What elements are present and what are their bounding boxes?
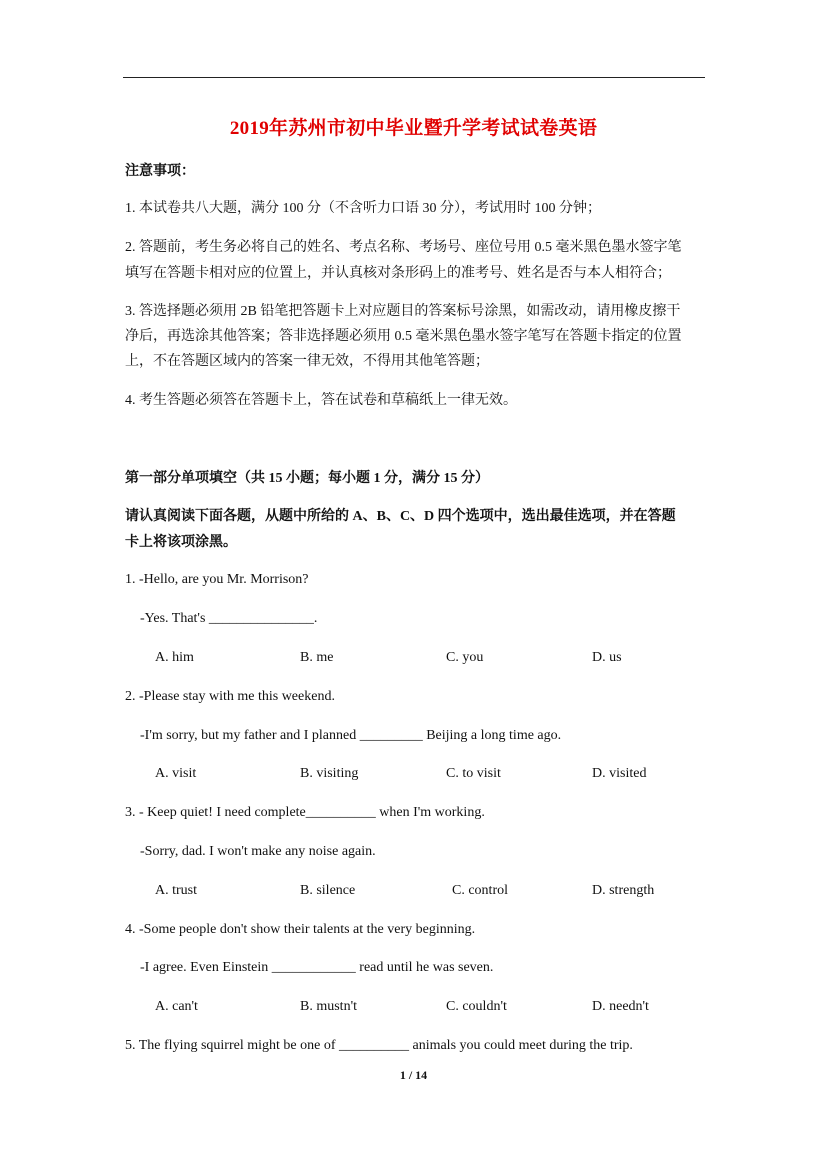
note-1-line-1: 1. 本试卷共八大题，满分 100 分（不含听力口语 30 分），考试用时 100 分钟；	[125, 201, 601, 216]
q2-option-d: D. visited	[592, 766, 647, 781]
q3-option-b: B. silence	[300, 883, 356, 898]
q3-option-c: C. control	[452, 883, 508, 898]
note-2-line-1: 2. 答题前，考生务必将自己的姓名、考点名称、考场号、座位号用 0.5 毫米黑色墨水签字笔	[125, 240, 682, 255]
q4-option-a: A. can't	[155, 999, 198, 1014]
q2-option-a: A. visit	[155, 766, 197, 781]
header-rule	[123, 77, 705, 78]
question-4: 4. -Some people don't show their talents at the very beginning.	[125, 922, 476, 937]
q3-option-a: A. trust	[155, 883, 197, 898]
q4-option-c: C. couldn't	[446, 999, 507, 1014]
q2-option-b: B. visiting	[300, 766, 359, 781]
question-3: 3. - Keep quiet! I need complete__________ when I'm working.	[125, 805, 485, 820]
q2-option-c: C. to visit	[446, 766, 501, 781]
question-1-answer: -Yes. That's _______________.	[140, 611, 318, 626]
note-3-line-2: 净后，再选涂其他答案；答非选择题必须用 0.5 毫米黑色墨水签字笔写在答题卡指定的位置	[125, 329, 682, 344]
note-3-line-1: 3. 答选择题必须用 2B 铅笔把答题卡上对应题目的答案标号涂黑，如需改动，请用橡皮擦干	[125, 304, 681, 319]
part1-heading: 第一部分单项填空（共 15 小题；每小题 1 分，满分 15 分）	[125, 471, 489, 486]
q1-option-c: C. you	[446, 650, 484, 665]
note-3-line-3: 上，不在答题区域内的答案一律无效，不得用其他笔答题；	[125, 354, 489, 369]
question-2-answer: -I'm sorry, but my father and I planned _________ Beijing a long time ago.	[140, 728, 562, 743]
page-title: 2019年苏州市初中毕业暨升学考试试卷英语	[229, 118, 598, 139]
question-4-answer: -I agree. Even Einstein ____________ read until he was seven.	[140, 960, 494, 975]
question-1: 1. -Hello, are you Mr. Morrison?	[125, 572, 309, 587]
part1-instruction-line-2: 卡上将该项涂黑。	[125, 535, 237, 550]
note-4-line-1: 4. 考生答题必须答在答题卡上，答在试卷和草稿纸上一律无效。	[125, 393, 517, 408]
q4-option-b: B. mustn't	[300, 999, 357, 1014]
q1-option-b: B. me	[300, 650, 334, 665]
q1-option-d: D. us	[592, 650, 622, 665]
q1-option-a: A. him	[155, 650, 194, 665]
q4-option-d: D. needn't	[592, 999, 649, 1014]
note-2-line-2: 填写在答题卡相对应的位置上，并认真核对条形码上的准考号、姓名是否与本人相符合；	[125, 266, 671, 281]
notes-heading: 注意事项：	[125, 164, 195, 179]
question-5: 5. The flying squirrel might be one of __________ animals you could meet during the trip.	[125, 1038, 633, 1053]
q3-option-d: D. strength	[592, 883, 655, 898]
part1-instruction-line-1: 请认真阅读下面各题，从题中所给的 A、B、C、D 四个选项中，选出最佳选项，并在答题	[125, 509, 676, 524]
question-3-answer: -Sorry, dad. I won't make any noise again.	[140, 844, 376, 859]
question-2: 2. -Please stay with me this weekend.	[125, 689, 335, 704]
page-number: 1 / 14	[399, 1068, 428, 1082]
